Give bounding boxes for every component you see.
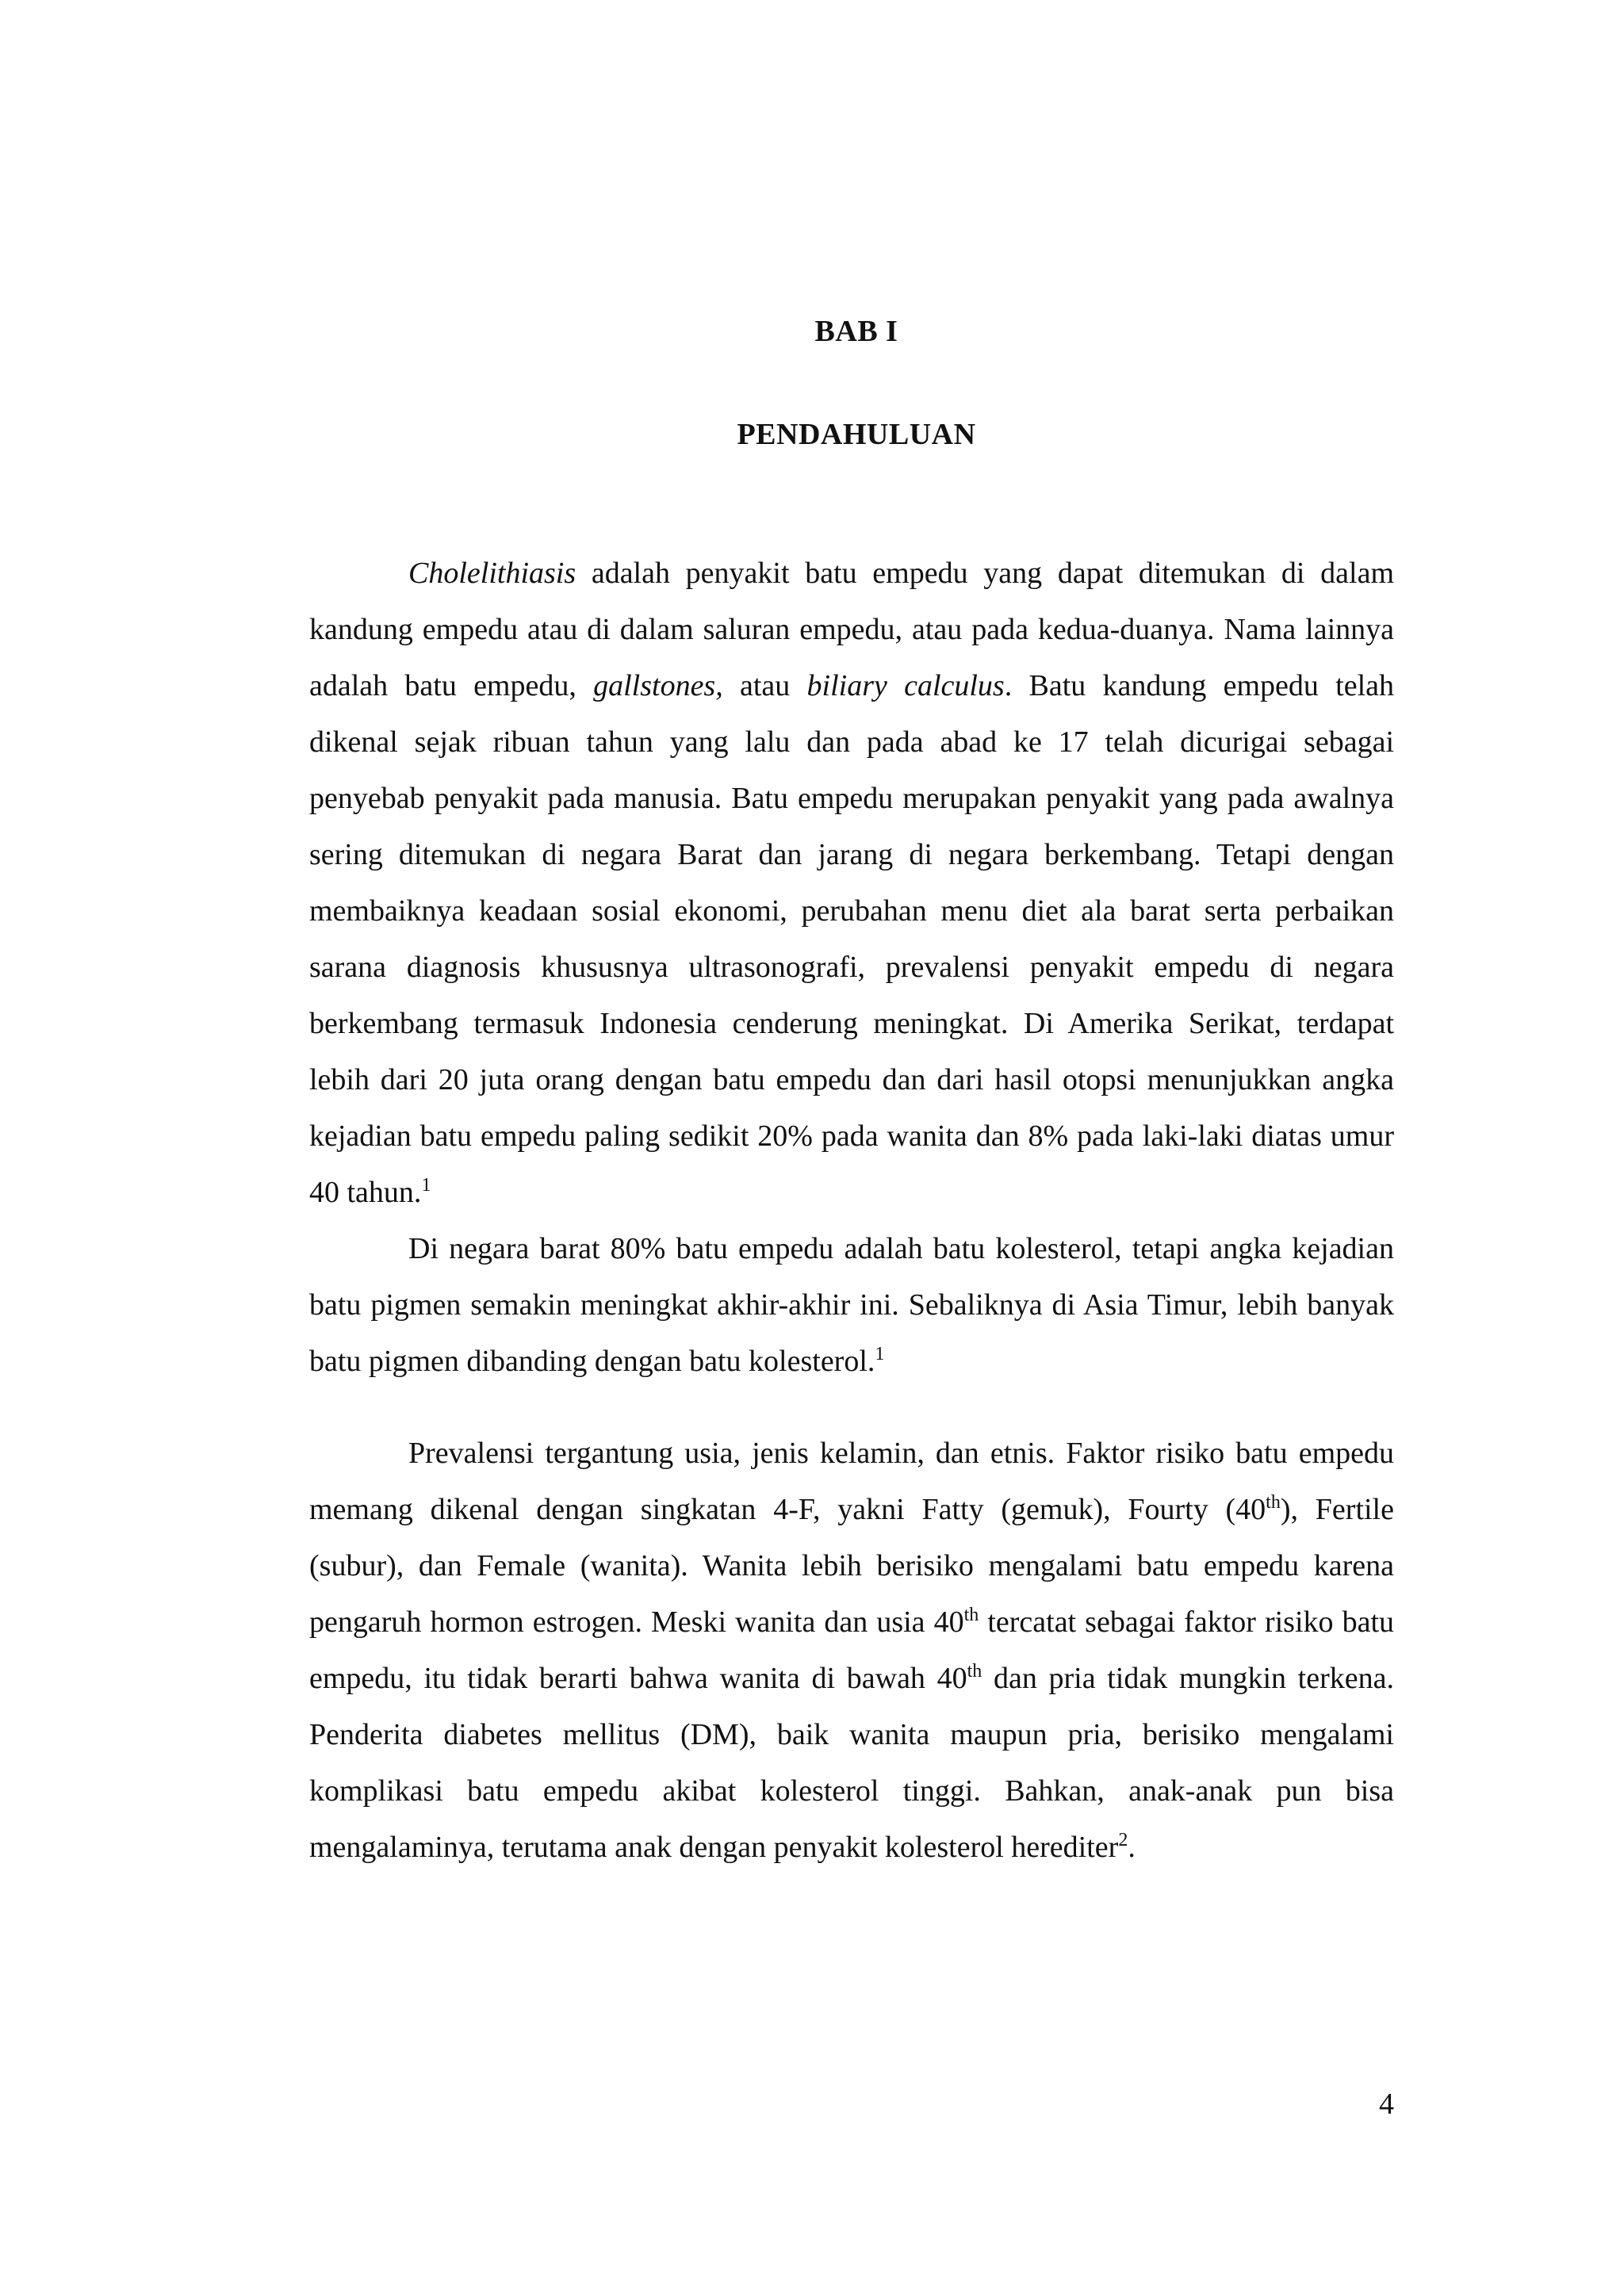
chapter-heading: BAB I [814, 315, 898, 348]
paragraph-3 [309, 1425, 1394, 1876]
citation-ref: 1 [875, 1344, 885, 1364]
citation-ref: 2 [1118, 1830, 1128, 1850]
chapter-title: PENDAHULUAN [737, 418, 976, 451]
paragraph-1-part-2: . Batu kandung empedu telah dikenal sejak ribuan tahun yang lalu dan pada abad ke 17 telah dicurigai sebagai penyebab penyakit pada manusia. Batu empedu merupakan penyakit yang pada awalnya sering ditemukan di negara Barat dan jarang di negara berkembang. Tetapi dengan membaiknya keadaan sosial ekonomi, perubahan menu diet ala barat serta perbaikan sarana diagnosis khususnya ultrasonografi, prevalensi penyakit empedu di negara berkembang termasuk Indonesia cenderung meningkat. Di Amerika Serikat, terdapat lebih dari 20 juta orang dengan batu empedu dan dari hasil otopsi menunjukkan angka kejadian batu empedu paling sedikit 20% pada wanita dan 8% pada laki-laki diatas umur 40 tahun. [309, 669, 1394, 1209]
term-biliary-calculus: biliary calculus [806, 669, 1005, 702]
paragraph-1 [309, 545, 1394, 1221]
page-number: 4 [1379, 2087, 1394, 2121]
paragraph-1-connector: atau [722, 669, 807, 702]
term-cholelithiasis: Cholelithiasis [408, 557, 576, 590]
paragraph-3-part-a: Prevalensi tergantung usia, jenis kelamin, dan etnis. Faktor risiko batu empedu memang dikenal dengan singkatan 4-F, yakni Fatty (gemuk), Fourty (40 [309, 1437, 1394, 1526]
body-text [309, 545, 1394, 1876]
paragraph-3-part-d: dan pria tidak mungkin terkena. Penderita diabetes mellitus (DM), baik wanita maupun pria, berisiko mengalami komplikasi batu empedu akibat kolesterol tinggi. Bahkan, anak-anak pun bisa mengalaminya, terutama anak dengan penyakit kolesterol herediter [309, 1662, 1394, 1864]
paragraph-2-text: Di negara barat 80% batu empedu adalah batu kolesterol, tetapi angka kejadian batu pigmen semakin meningkat akhir-akhir ini. Sebaliknya di Asia Timur, lebih banyak batu pigmen dibanding dengan batu kolesterol. [309, 1232, 1394, 1378]
paragraph-3-part-b: ), Fertile (subur), dan Female (wanita). Wanita lebih berisiko mengalami batu empedu karena pengaruh hormon estrogen. Meski wanita dan usia 40 [309, 1493, 1394, 1639]
paragraph-3-end: . [1128, 1831, 1136, 1864]
term-gallstones: gallstones, [593, 669, 723, 702]
superscript-th: th [1266, 1492, 1281, 1513]
citation-ref: 1 [421, 1175, 431, 1196]
superscript-th: th [967, 1661, 982, 1682]
superscript-th: th [963, 1605, 979, 1625]
paragraph-2 [309, 1221, 1394, 1390]
paragraph-1-part-1: adalah penyakit batu empedu yang dapat ditemukan di dalam kandung empedu atau di dalam saluran empedu, atau pada kedua-duanya. Nama lainnya adalah batu empedu, [309, 557, 1394, 702]
paragraph-3-part-c: tercatat sebagai faktor risiko batu empedu, itu tidak berarti bahwa wanita di bawah 40 [309, 1605, 1394, 1695]
